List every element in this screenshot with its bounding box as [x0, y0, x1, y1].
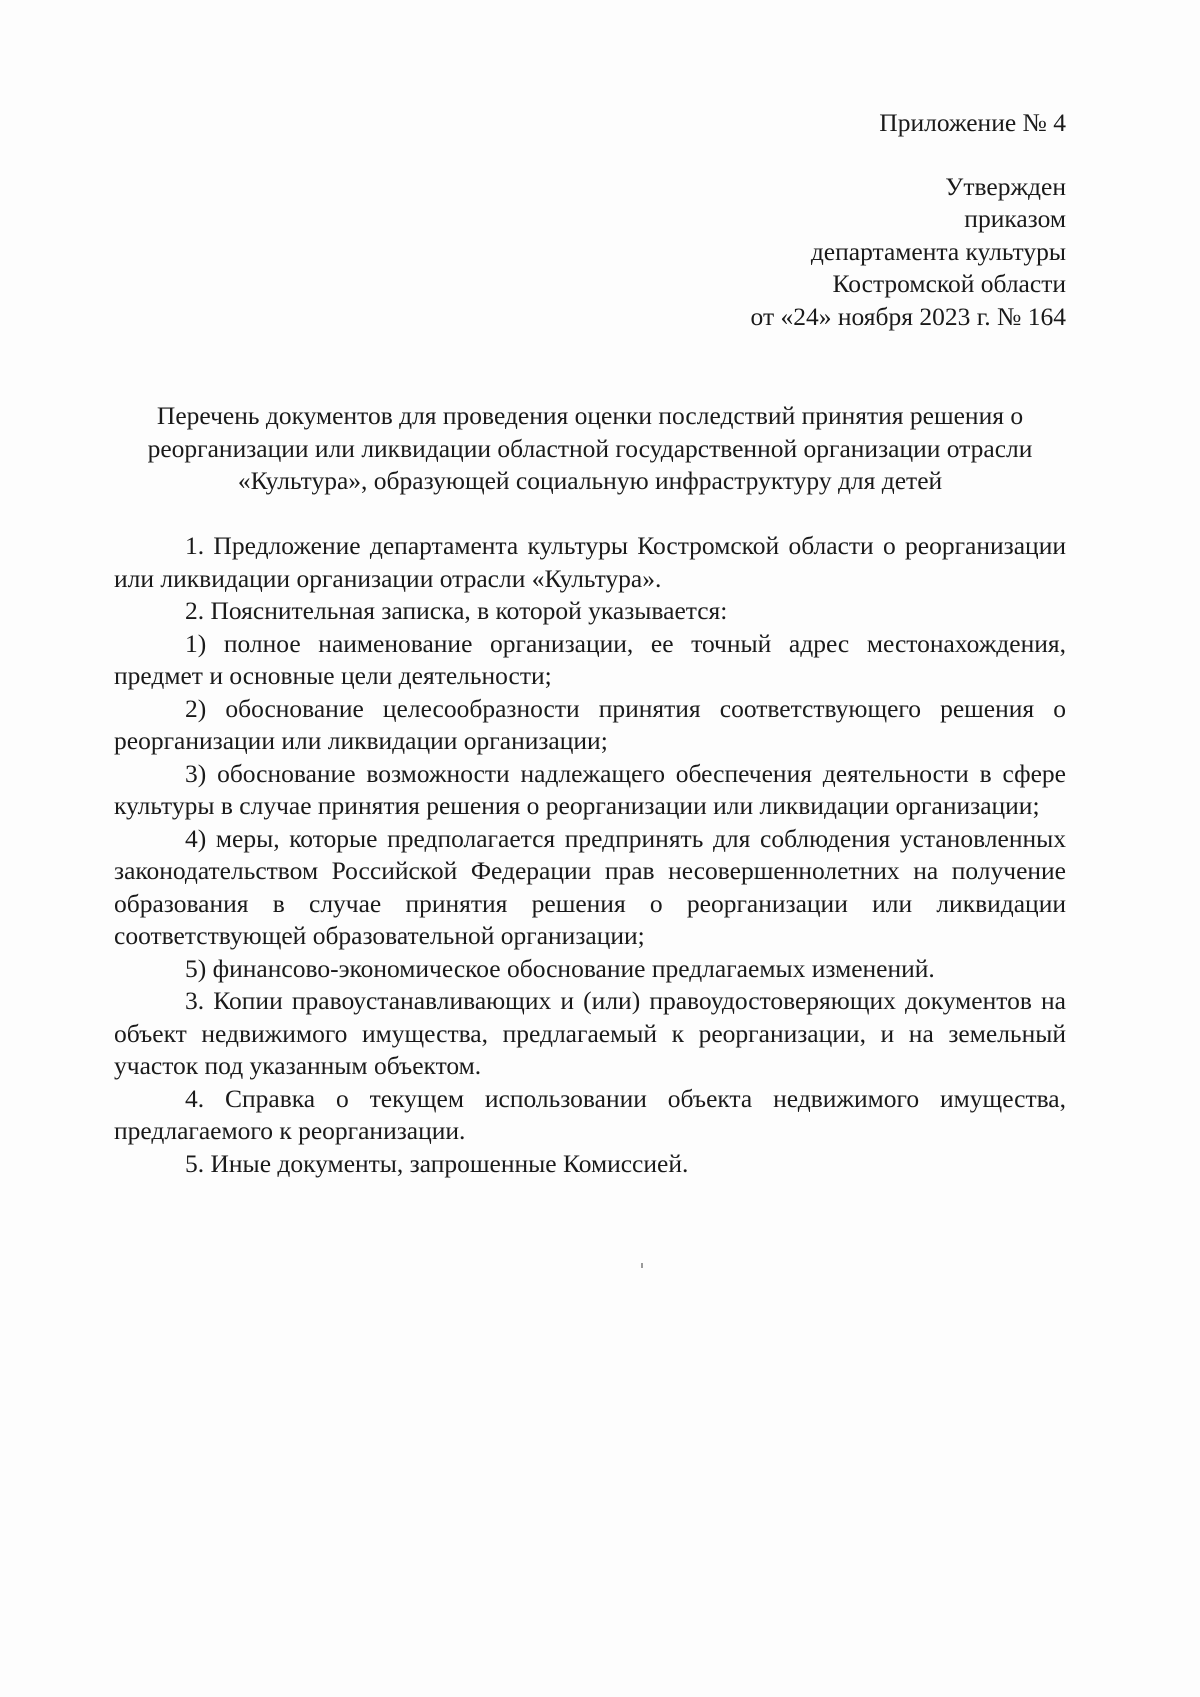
order-date-number: от «24» ноября 2023 г. № 164: [750, 301, 1066, 331]
by-order-label: приказом: [964, 204, 1066, 233]
document-title: [114, 400, 1066, 498]
list-item: 3) обоснование возможности надлежащего обеспечения деятельности в сфере культуры в случае принятия решения о реорганизации или ликвидации организации;: [114, 758, 1066, 820]
approval-block: [506, 107, 1066, 333]
title-line: реорганизации или ликвидации областной государственной организации отрасли: [147, 433, 1033, 463]
list-item: 4. Справка о текущем использовании объекта недвижимого имущества, предлагаемого к реорганизации.: [114, 1083, 1066, 1145]
list-item: 5) финансово-экономическое обоснование предлагаемых изменений.: [185, 953, 935, 983]
department-label: департамента культуры: [810, 236, 1066, 266]
list-item: 2) обоснование целесообразности принятия соответствующего решения о реорганизации или ликвидации организации;: [114, 693, 1066, 755]
region-label: Костромской области: [832, 269, 1066, 298]
list-item: 3. Копии правоустанавливающих и (или) правоудостоверяющих документов на объект недвижимого имущества, предлагаемый к реорганизации, и на земельный участок под указанным объектом.: [114, 986, 1066, 1080]
list-item: 4) меры, которые предполагается предпринять для соблюдения установленных законодательством Российской Федерации прав несовершеннолетних на получение образования в случае принятия решения о реорганизации или ликвидации соответствующей образовательной организации;: [114, 823, 1066, 950]
appendix-label: Приложение № 4: [879, 108, 1066, 137]
list-item: 2. Пояснительная записка, в которой указывается:: [185, 596, 728, 625]
list-item: 5. Иные документы, запрошенные Комиссией.: [185, 1148, 689, 1178]
list-item: 1. Предложение департамента культуры Костромской области о реорганизации или ликвидации организации отрасли «Культура».: [114, 531, 1066, 593]
scan-speck: [641, 1263, 643, 1268]
list-item: 1) полное наименование организации, ее точный адрес местонахождения, предмет и основные цели деятельности;: [114, 628, 1066, 690]
title-line: Перечень документов для проведения оценки последствий принятия решения о: [156, 401, 1024, 430]
title-line: «Культура», образующей социальную инфраструктуру для детей: [237, 466, 943, 495]
document-body: [114, 530, 1066, 1180]
approved-label: Утвержден: [945, 171, 1066, 201]
